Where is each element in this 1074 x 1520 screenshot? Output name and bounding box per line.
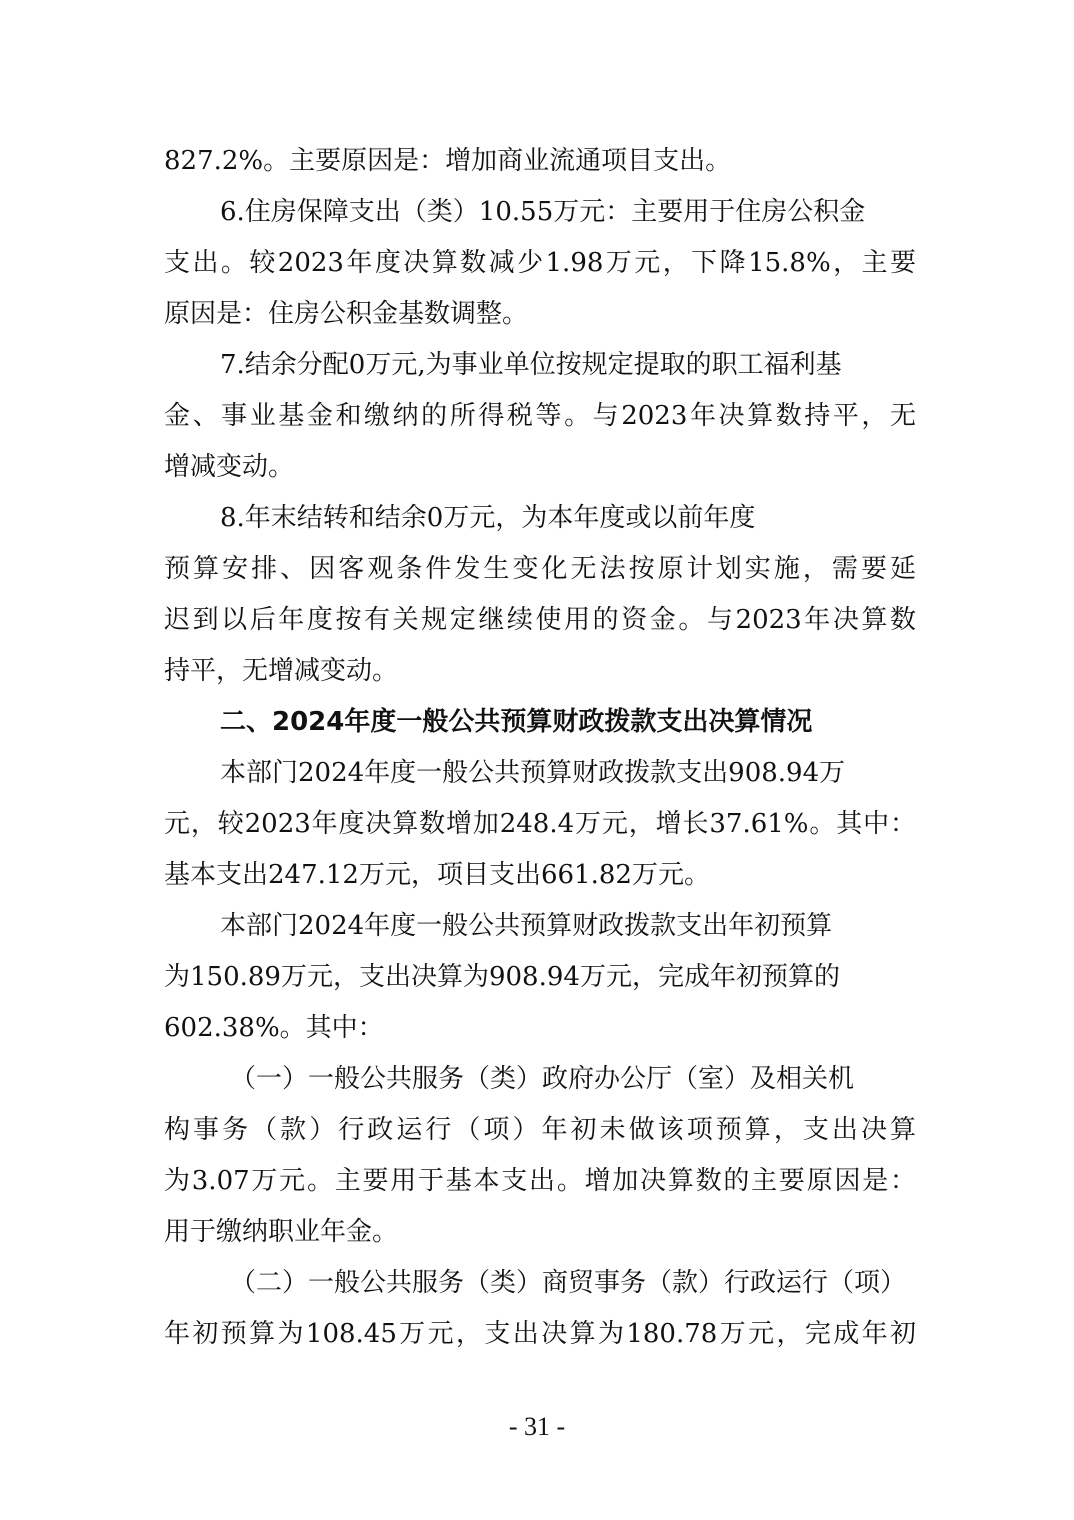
text-line: 支出。较2023年度决算数减少1.98万元，下降15.8%，主要 (164, 248, 916, 278)
text-line: 8.年末结转和结余0万元，为本年度或以前年度 (220, 503, 756, 533)
text-line: 基本支出247.12万元，项目支出661.82万元。 (164, 860, 710, 890)
text-line: 预算安排、因客观条件发生变化无法按原计划实施，需要延 (164, 554, 916, 584)
text-line: 为150.89万元，支出决算为908.94万元，完成年初预算的 (164, 962, 840, 992)
text-line: 迟到以后年度按有关规定继续使用的资金。与2023年决算数 (164, 605, 916, 635)
text-line: 用于缴纳职业年金。 (164, 1217, 399, 1247)
text-line: 本部门2024年度一般公共预算财政拨款支出908.94万 (220, 758, 846, 788)
text-line: 本部门2024年度一般公共预算财政拨款支出年初预算 (220, 911, 833, 941)
section-heading: 二、2024年度一般公共预算财政拨款支出决算情况 (220, 707, 813, 737)
text-line: 7.结余分配0万元,为事业单位按规定提取的职工福利基 (220, 350, 842, 380)
document-body (164, 136, 916, 1360)
text-line: 6.住房保障支出（类）10.55万元：主要用于住房公积金 (220, 197, 866, 227)
text-line: 元，较2023年度决算数增加248.4万元，增长37.61%。其中： (164, 809, 916, 839)
text-line: 为3.07万元。主要用于基本支出。增加决算数的主要原因是： (164, 1166, 916, 1196)
text-line: 金、事业基金和缴纳的所得税等。与2023年决算数持平，无 (164, 401, 916, 431)
page-number: - 31 - (508, 1412, 566, 1441)
text-line: 构事务（款）行政运行（项）年初未做该项预算，支出决算 (164, 1115, 916, 1145)
text-line: 增减变动。 (164, 452, 295, 482)
text-line: 原因是：住房公积金基数调整。 (164, 299, 529, 329)
text-line: （二）一般公共服务（类）商贸事务（款）行政运行（项） (230, 1268, 907, 1298)
text-line: 827.2%。主要原因是：增加商业流通项目支出。 (164, 146, 732, 176)
text-line: 602.38%。其中： (164, 1013, 384, 1043)
text-line: 年初预算为108.45万元，支出决算为180.78万元，完成年初 (164, 1319, 916, 1349)
text-line: （一）一般公共服务（类）政府办公厅（室）及相关机 (230, 1064, 855, 1094)
text-line: 持平，无增减变动。 (164, 656, 399, 686)
